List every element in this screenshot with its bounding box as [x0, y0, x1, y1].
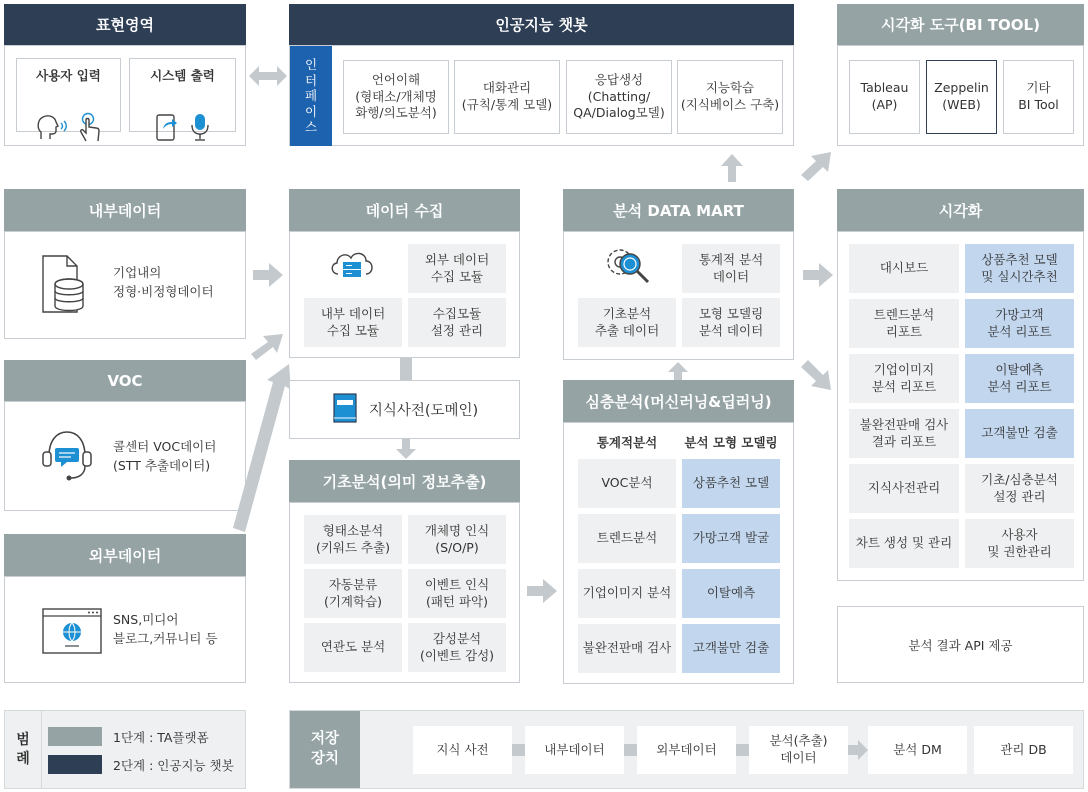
internal-data-panel	[4, 231, 246, 339]
visualization-header: 시각화	[837, 189, 1084, 231]
statistical-analysis-item: 트렌드분석	[578, 514, 676, 563]
storage-item: 관리 DB	[974, 726, 1073, 774]
data-mart-item: 모형 모델링 분석 데이터	[682, 298, 780, 347]
collection-settings-module: 수집모듈 설정 관리	[408, 298, 506, 347]
storage-arrow	[848, 740, 868, 760]
modeling-analysis-item: 이탈예측	[682, 569, 780, 618]
bi-tool-other: 기타 BI Tool	[1003, 60, 1074, 134]
cloud-server-icon	[328, 246, 376, 288]
visualization-item: 트렌드분석 리포트	[849, 299, 959, 348]
legend-swatch-stage2	[48, 755, 102, 774]
visualization-item: 차트 생성 및 관리	[849, 519, 959, 568]
microphone-icon	[189, 95, 211, 147]
arrow-deep-to-visualization	[801, 360, 833, 390]
legend-label-stage1: 1단계 : TA플랫폼	[113, 730, 209, 745]
basic-analysis-item: 개체명 인식 (S/O/P)	[408, 515, 506, 564]
basic-analysis-item: 형태소분석 (키워드 추출)	[304, 515, 402, 564]
external-data-panel	[4, 576, 246, 683]
storage-item: 내부데이터	[525, 726, 624, 774]
expression-area-panel	[4, 45, 246, 146]
visualization-item: 가망고객 분석 리포트	[965, 299, 1074, 348]
data-mart-item: 기초분석 추출 데이터	[578, 298, 676, 347]
document-database-icon	[41, 254, 87, 320]
visualization-item: 지식사전관리	[849, 464, 959, 513]
basic-analysis-header: 기초분석(의미 정보추출)	[289, 460, 520, 502]
data-mart-item: 통계적 분석 데이터	[682, 244, 780, 293]
arrow-datamart-to-bitool	[801, 152, 833, 182]
statistical-analysis-item: VOC분석	[578, 459, 676, 508]
visualization-item: 대시보드	[849, 244, 959, 293]
voc-panel	[4, 401, 246, 511]
legend-panel	[4, 710, 246, 789]
external-data-header: 외부데이터	[4, 534, 246, 576]
deep-analysis-panel	[563, 422, 794, 684]
knowledge-dictionary-box	[289, 380, 520, 439]
data-collection-panel	[289, 231, 520, 358]
tablet-share-icon	[155, 95, 179, 147]
data-mart-header: 분석 DATA MART	[563, 189, 794, 231]
touch-icon	[77, 95, 103, 147]
legend-title: 범 례	[5, 711, 42, 788]
chatbot-module-dialog: 대화관리 (규칙/통계 모델)	[454, 60, 560, 134]
chatbot-panel	[289, 45, 794, 146]
interface-label: 인 터 페 이 스	[290, 46, 332, 146]
knowledge-dictionary-label: 지식사전(도메인)	[368, 403, 479, 419]
storage-connector	[624, 744, 637, 756]
visualization-item: 고객불만 검출	[965, 409, 1074, 458]
data-collection-header: 데이터 수집	[289, 189, 520, 231]
visualization-panel	[837, 231, 1084, 581]
storage-title: 저장 장치	[290, 711, 360, 788]
modeling-analysis-item: 상품추천 모델	[682, 459, 780, 508]
arrow-datamart-to-chatbot	[721, 154, 743, 182]
chatbot-module-learning: 지능학습 (지식베이스 구축)	[677, 60, 783, 134]
internal-data-description: 기업내의 정형·비정형데이터	[113, 265, 214, 299]
arrow-deep-to-datamart	[668, 362, 688, 380]
modeling-analysis-item: 가망고객 발굴	[682, 514, 780, 563]
speaking-head-icon	[35, 95, 69, 147]
legend-label-stage2: 2단계 : 인공지능 챗봇	[113, 758, 234, 773]
deep-analysis-col-header-modeling: 분석 모형 모델링	[684, 435, 778, 450]
bidirectional-arrow	[249, 64, 287, 88]
storage-item: 지식 사전	[413, 726, 512, 774]
voc-header: VOC	[4, 360, 246, 401]
chatbot-module-response: 응답생성 (Chatting/ QA/Dialog모델)	[566, 60, 672, 134]
bi-tool-zeppelin: Zeppelin (WEB)	[926, 60, 997, 134]
arrow-basic-to-deep	[527, 579, 557, 603]
system-output-box	[129, 58, 236, 132]
storage-connector	[512, 744, 525, 756]
chatbot-module-nlu: 언어이해 (형태소/개체명 화행/의도분석)	[343, 60, 449, 134]
storage-panel	[289, 710, 1084, 789]
storage-item: 분석 DM	[868, 726, 967, 774]
connector-collection-dictionary	[400, 358, 412, 380]
arrow-dictionary-to-basic	[396, 439, 416, 459]
storage-connector	[736, 744, 749, 756]
gear-search-icon	[602, 242, 654, 294]
bi-tool-tableau: Tableau (AP)	[849, 60, 920, 134]
browser-globe-icon	[41, 607, 103, 659]
expression-area-header: 표현영역	[4, 4, 246, 45]
user-input-label: 사용자 입력	[36, 68, 101, 83]
storage-item: 분석(추출) 데이터	[749, 726, 848, 774]
statistical-analysis-item: 불완전판매 검사	[578, 624, 676, 673]
basic-analysis-item: 이벤트 인식 (패턴 파악)	[408, 569, 506, 618]
statistical-analysis-item: 기업이미지 분석	[578, 569, 676, 618]
data-mart-panel	[563, 231, 794, 360]
storage-item: 외부데이터	[637, 726, 736, 774]
arrow-external-to-basic-analysis	[229, 364, 293, 532]
headset-chat-icon	[39, 428, 95, 488]
deep-analysis-header: 심층분석(머신러닝&딥러닝)	[563, 380, 794, 422]
legend-swatch-stage1	[48, 727, 102, 746]
basic-analysis-item: 연관도 분석	[304, 623, 402, 672]
arrow-internal-to-collection	[253, 263, 283, 287]
modeling-analysis-item: 고객불만 검출	[682, 624, 780, 673]
arrow-voc-to-collection	[251, 334, 283, 362]
arrow-datamart-to-visualization	[803, 263, 833, 287]
internal-data-header: 내부데이터	[4, 189, 246, 231]
visualization-item: 불완전판매 검사 결과 리포트	[849, 409, 959, 458]
visualization-item: 기업이미지 분석 리포트	[849, 354, 959, 403]
internal-collection-module: 내부 데이터 수집 모듈	[304, 298, 402, 347]
bi-tool-header: 시각화 도구(BI TOOL)	[837, 4, 1084, 45]
user-input-box	[16, 58, 121, 132]
external-collection-module: 외부 데이터 수집 모듈	[408, 244, 506, 293]
visualization-item: 사용자 및 권한관리	[965, 519, 1074, 568]
system-output-label: 시스템 출력	[150, 68, 215, 83]
book-icon	[331, 392, 359, 428]
basic-analysis-item: 감성분석 (이벤트 감성)	[408, 623, 506, 672]
voc-description: 콜센터 VOC데이터 (STT 추출데이터)	[113, 439, 217, 473]
chatbot-header: 인공지능 챗봇	[289, 4, 794, 45]
bi-tool-panel	[837, 45, 1084, 146]
deep-analysis-col-header-statistical: 통계적분석	[596, 435, 658, 450]
basic-analysis-panel	[289, 502, 520, 683]
basic-analysis-item: 자동분류 (기계학습)	[304, 569, 402, 618]
visualization-item: 상품추천 모델 및 실시간추천	[965, 244, 1074, 293]
api-box: 분석 결과 API 제공	[837, 606, 1084, 683]
external-data-description: SNS,미디어 블로그,커뮤니티 등	[113, 612, 218, 646]
visualization-item: 기초/심층분석 설정 관리	[965, 464, 1074, 513]
visualization-item: 이탈예측 분석 리포트	[965, 354, 1074, 403]
